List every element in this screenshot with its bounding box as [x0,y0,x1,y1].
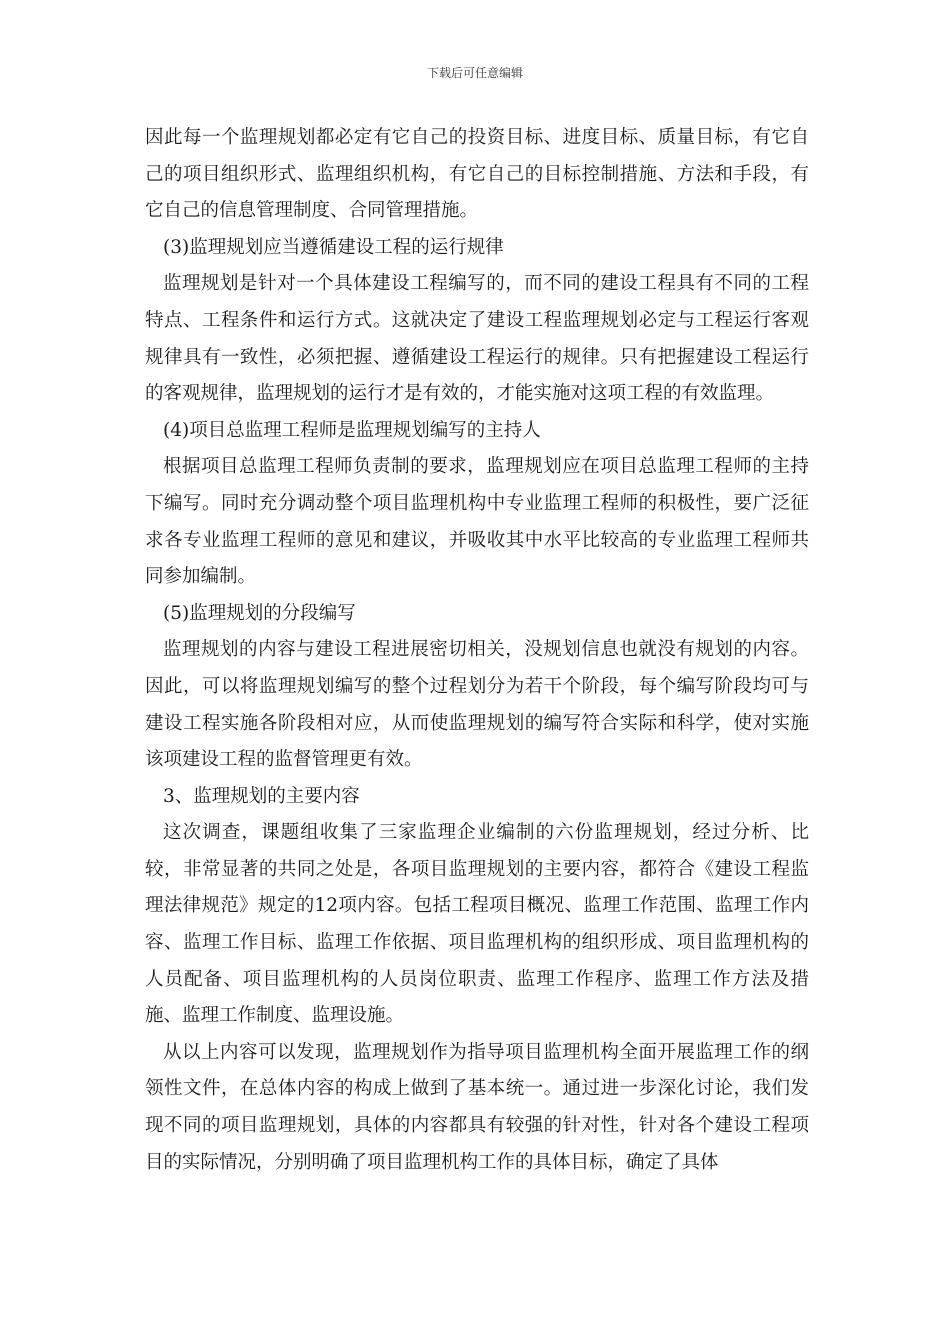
page-header: 下载后可任意编辑 [426,66,523,80]
paragraph-3: 根据项目总监理工程师负责制的要求，监理规划应在项目总监理工程师的主持下编写。同时充分调动整个项目监理机构中专业监理工程师的积极性，要广泛征求各专业监理工程师的意见和建议，并吸收其中水平比较高的专业监理工程师共同参加编制。 [145,456,809,588]
section-heading-3: (3)监理规划应当遵循建设工程的运行规律 [163,236,504,258]
paragraph-1: 因此每一个监理规划都必定有它自己的投资目标、进度目标、质量目标，有它自己的项目组织形式、监理组织机构，有它自己的目标控制措施、方法和手段，有它自己的信息管理制度、合同管理措施。 [145,127,809,222]
section-heading-5: (5)监理规划的分段编写 [163,602,356,624]
paragraph-6: 从以上内容可以发现，监理规划作为指导项目监理机构全面开展监理工作的纲领性文件，在总体内容的构成上做到了基本统一。通过进一步深化讨论，我们发现不同的项目监理规划，具体的内容都具有较强的针对性，针对各个建设工程项目的实际情况，分别明确了项目监理机构工作的具体目标，确定了具体 [145,1041,809,1173]
section-heading-4: (4)项目总监理工程师是监理规划编写的主持人 [163,419,541,441]
section-heading-main-content: 3、监理规划的主要内容 [163,785,360,807]
paragraph-2: 监理规划是针对一个具体建设工程编写的，而不同的建设工程具有不同的工程特点、工程条件和运行方式。这就决定了建设工程监理规划必定与工程运行客观规律具有一致性，必须把握、遵循建设工程运行的规律。只有把握建设工程运行的客观规律，监理规划的运行才是有效的，才能实施对这项工程的有效监理。 [145,273,809,405]
paragraph-4: 监理规划的内容与建设工程进展密切相关，没规划信息也就没有规划的内容。因此，可以将监理规划编写的整个过程划分为若干个阶段，每个编写阶段均可与建设工程实施各阶段相对应，从而使监理规划的编写符合实际和科学，使对实施该项建设工程的监督管理更有效。 [145,639,809,771]
document-body [145,120,809,1181]
paragraph-5: 这次调查，课题组收集了三家监理企业编制的六份监理规划，经过分析、比较，非常显著的共同之处是，各项目监理规划的主要内容，都符合《建设工程监理法律规范》规定的12项内容。包括工程项目概况、监理工作范围、监理工作内容、监理工作目标、监理工作依据、项目监理机构的组织形成、项目监理机构的人员配备、项目监理机构的人员岗位职责、监理工作程序、监理工作方法及措施、监理工作制度、监理设施。 [145,822,809,1027]
